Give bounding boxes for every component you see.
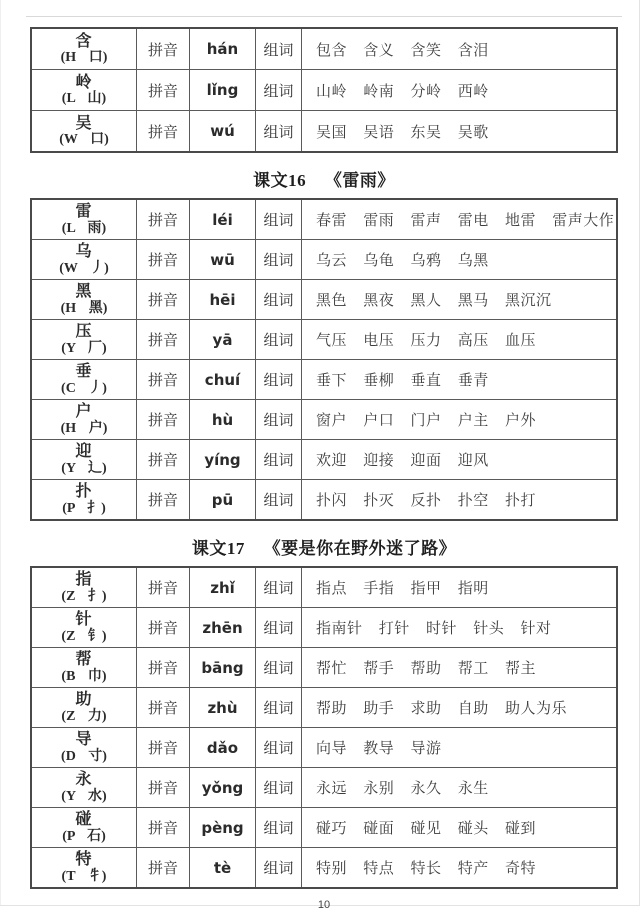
zuci-label: 组词: [255, 480, 301, 519]
initial-radical-hint: (L 山): [61, 91, 107, 107]
initial-radical-hint: (B 巾): [61, 668, 107, 684]
pinyin-value: zhēn: [189, 608, 255, 647]
pinyin-label: 拼音: [136, 648, 189, 687]
words-list: 山岭 岭南 分岭 西岭: [301, 70, 616, 110]
zuci-label: 组词: [255, 29, 301, 69]
pinyin-label: 拼音: [136, 280, 189, 319]
initial-radical-hint: (L 雨): [61, 220, 107, 236]
pinyin-value: bāng: [189, 648, 255, 687]
character-cell: [32, 648, 136, 687]
words-list: 黑色 黑夜 黑人 黑马 黑沉沉: [301, 280, 616, 319]
initial-radical-hint: (W 口): [59, 132, 109, 148]
pinyin-label: 拼音: [136, 440, 189, 479]
pinyin-label: 拼音: [136, 360, 189, 399]
pinyin-value: yíng: [189, 440, 255, 479]
words-list: 春雷 雷雨 雷声 雷电 地雷 雷声大作: [301, 200, 616, 239]
table-row: [32, 568, 616, 607]
character-cell: [32, 200, 136, 239]
initial-radical-hint: (Y 辶): [61, 460, 107, 476]
pinyin-value: chuí: [189, 360, 255, 399]
character: 吴: [75, 114, 93, 132]
words-list: 欢迎 迎接 迎面 迎风: [301, 440, 616, 479]
table-row: [32, 847, 616, 887]
initial-radical-hint: (Y 厂): [61, 340, 107, 356]
table-row: [32, 647, 616, 687]
zuci-label: 组词: [255, 848, 301, 887]
pinyin-label: 拼音: [136, 848, 189, 887]
page-top-rule: [26, 16, 622, 17]
character: 助: [75, 691, 93, 709]
table-row: [32, 319, 616, 359]
character-cell: [32, 568, 136, 607]
character-table: [30, 198, 618, 521]
zuci-label: 组词: [255, 768, 301, 807]
pinyin-label: 拼音: [136, 240, 189, 279]
initial-radical-hint: (H 户): [60, 420, 108, 436]
initial-radical-hint: (P 石): [62, 828, 106, 844]
initial-radical-hint: (W 丿): [59, 260, 109, 276]
zuci-label: 组词: [255, 400, 301, 439]
zuci-label: 组词: [255, 568, 301, 607]
pinyin-value: tè: [189, 848, 255, 887]
words-list: 碰巧 碰面 碰见 碰头 碰到: [301, 808, 616, 847]
character-cell: [32, 400, 136, 439]
pinyin-value: zhù: [189, 688, 255, 727]
section-title: 课文16 《雷雨》: [253, 171, 395, 190]
zuci-label: 组词: [255, 808, 301, 847]
pinyin-value: zhǐ: [189, 568, 255, 607]
pinyin-value: hán: [189, 29, 255, 69]
table-row: [32, 239, 616, 279]
character: 户: [75, 403, 93, 421]
words-list: 气压 电压 压力 高压 血压: [301, 320, 616, 359]
words-list: 向导 教导 导游: [301, 728, 616, 767]
words-list: 包含 含义 含笑 含泪: [301, 29, 616, 69]
initial-radical-hint: (Y 水): [61, 788, 107, 804]
character: 针: [75, 611, 93, 629]
words-list: 帮助 助手 求助 自助 助人为乐: [301, 688, 616, 727]
initial-radical-hint: (H 口): [60, 50, 108, 66]
initial-radical-hint: (T 牜): [61, 868, 107, 884]
table-row: [32, 479, 616, 519]
initial-radical-hint: (P 扌): [62, 500, 106, 516]
character-cell: [32, 768, 136, 807]
character: 雷: [75, 203, 93, 221]
zuci-label: 组词: [255, 728, 301, 767]
pinyin-label: 拼音: [136, 320, 189, 359]
zuci-label: 组词: [255, 648, 301, 687]
table-row: [32, 399, 616, 439]
words-list: 永远 永别 永久 永生: [301, 768, 616, 807]
words-list: 扑闪 扑灭 反扑 扑空 扑打: [301, 480, 616, 519]
character-cell: [32, 70, 136, 110]
character-table: [30, 27, 618, 153]
character-cell: [32, 848, 136, 887]
character-cell: [32, 360, 136, 399]
pinyin-label: 拼音: [136, 480, 189, 519]
zuci-label: 组词: [255, 360, 301, 399]
zuci-label: 组词: [255, 320, 301, 359]
character-cell: [32, 808, 136, 847]
page-number: 10: [317, 899, 331, 911]
zuci-label: 组词: [255, 111, 301, 151]
character: 碰: [75, 811, 93, 829]
pinyin-value: hēi: [189, 280, 255, 319]
character-cell: [32, 240, 136, 279]
zuci-label: 组词: [255, 440, 301, 479]
character-cell: [32, 440, 136, 479]
initial-radical-hint: (Z 扌): [61, 588, 107, 604]
pinyin-value: pèng: [189, 808, 255, 847]
pinyin-label: 拼音: [136, 728, 189, 767]
pinyin-value: yā: [189, 320, 255, 359]
character-cell: [32, 688, 136, 727]
pinyin-label: 拼音: [136, 808, 189, 847]
pinyin-value: yǒng: [189, 768, 255, 807]
words-list: 指南针 打针 时针 针头 针对: [301, 608, 616, 647]
character: 指: [75, 571, 93, 589]
words-list: 特别 特点 特长 特产 奇特: [301, 848, 616, 887]
character-cell: [32, 608, 136, 647]
words-list: 指点 手指 指甲 指明: [301, 568, 616, 607]
words-list: 乌云 乌龟 乌鸦 乌黑: [301, 240, 616, 279]
zuci-label: 组词: [255, 280, 301, 319]
table-row: [32, 69, 616, 110]
zuci-label: 组词: [255, 240, 301, 279]
character-cell: [32, 480, 136, 519]
initial-radical-hint: (Z 力): [61, 708, 107, 724]
zuci-label: 组词: [255, 70, 301, 110]
pinyin-label: 拼音: [136, 608, 189, 647]
table-row: [32, 727, 616, 767]
character: 乌: [75, 243, 93, 261]
initial-radical-hint: (C 丿): [61, 380, 107, 396]
sections-container: [30, 27, 618, 889]
zuci-label: 组词: [255, 608, 301, 647]
words-list: 窗户 户口 门户 户主 户外: [301, 400, 616, 439]
character: 迎: [75, 443, 93, 461]
pinyin-value: lǐng: [189, 70, 255, 110]
table-row: [32, 607, 616, 647]
pinyin-value: hù: [189, 400, 255, 439]
character: 扑: [75, 483, 93, 501]
character-cell: [32, 111, 136, 151]
pinyin-label: 拼音: [136, 568, 189, 607]
pinyin-value: dǎo: [189, 728, 255, 767]
pinyin-label: 拼音: [136, 400, 189, 439]
initial-radical-hint: (D 寸): [61, 748, 107, 764]
worksheet-page: [30, 16, 618, 911]
character-cell: [32, 29, 136, 69]
character-cell: [32, 320, 136, 359]
table-row: [32, 359, 616, 399]
section-title: 课文17 《要是你在野外迷了路》: [191, 539, 457, 558]
pinyin-label: 拼音: [136, 200, 189, 239]
pinyin-label: 拼音: [136, 29, 189, 69]
pinyin-value: wū: [189, 240, 255, 279]
table-row: [32, 279, 616, 319]
pinyin-value: wú: [189, 111, 255, 151]
words-list: 吴国 吴语 东吴 吴歌: [301, 111, 616, 151]
character: 特: [75, 851, 93, 869]
table-row: [32, 29, 616, 69]
initial-radical-hint: (H 黑): [60, 300, 108, 316]
character-table: [30, 566, 618, 889]
character: 岭: [75, 73, 93, 91]
table-row: [32, 807, 616, 847]
table-row: [32, 200, 616, 239]
character: 永: [75, 771, 93, 789]
pinyin-value: pū: [189, 480, 255, 519]
words-list: 帮忙 帮手 帮助 帮工 帮主: [301, 648, 616, 687]
pinyin-label: 拼音: [136, 70, 189, 110]
table-row: [32, 767, 616, 807]
character: 压: [75, 323, 93, 341]
table-row: [32, 439, 616, 479]
character-cell: [32, 728, 136, 767]
character-cell: [32, 280, 136, 319]
character: 导: [75, 731, 93, 749]
zuci-label: 组词: [255, 200, 301, 239]
words-list: 垂下 垂柳 垂直 垂青: [301, 360, 616, 399]
table-row: [32, 110, 616, 151]
table-row: [32, 687, 616, 727]
character: 含: [75, 32, 93, 50]
pinyin-label: 拼音: [136, 768, 189, 807]
initial-radical-hint: (Z 钅): [61, 628, 107, 644]
zuci-label: 组词: [255, 688, 301, 727]
pinyin-value: léi: [189, 200, 255, 239]
pinyin-label: 拼音: [136, 688, 189, 727]
character: 帮: [75, 651, 93, 669]
character: 垂: [75, 363, 93, 381]
pinyin-label: 拼音: [136, 111, 189, 151]
character: 黑: [75, 283, 93, 301]
